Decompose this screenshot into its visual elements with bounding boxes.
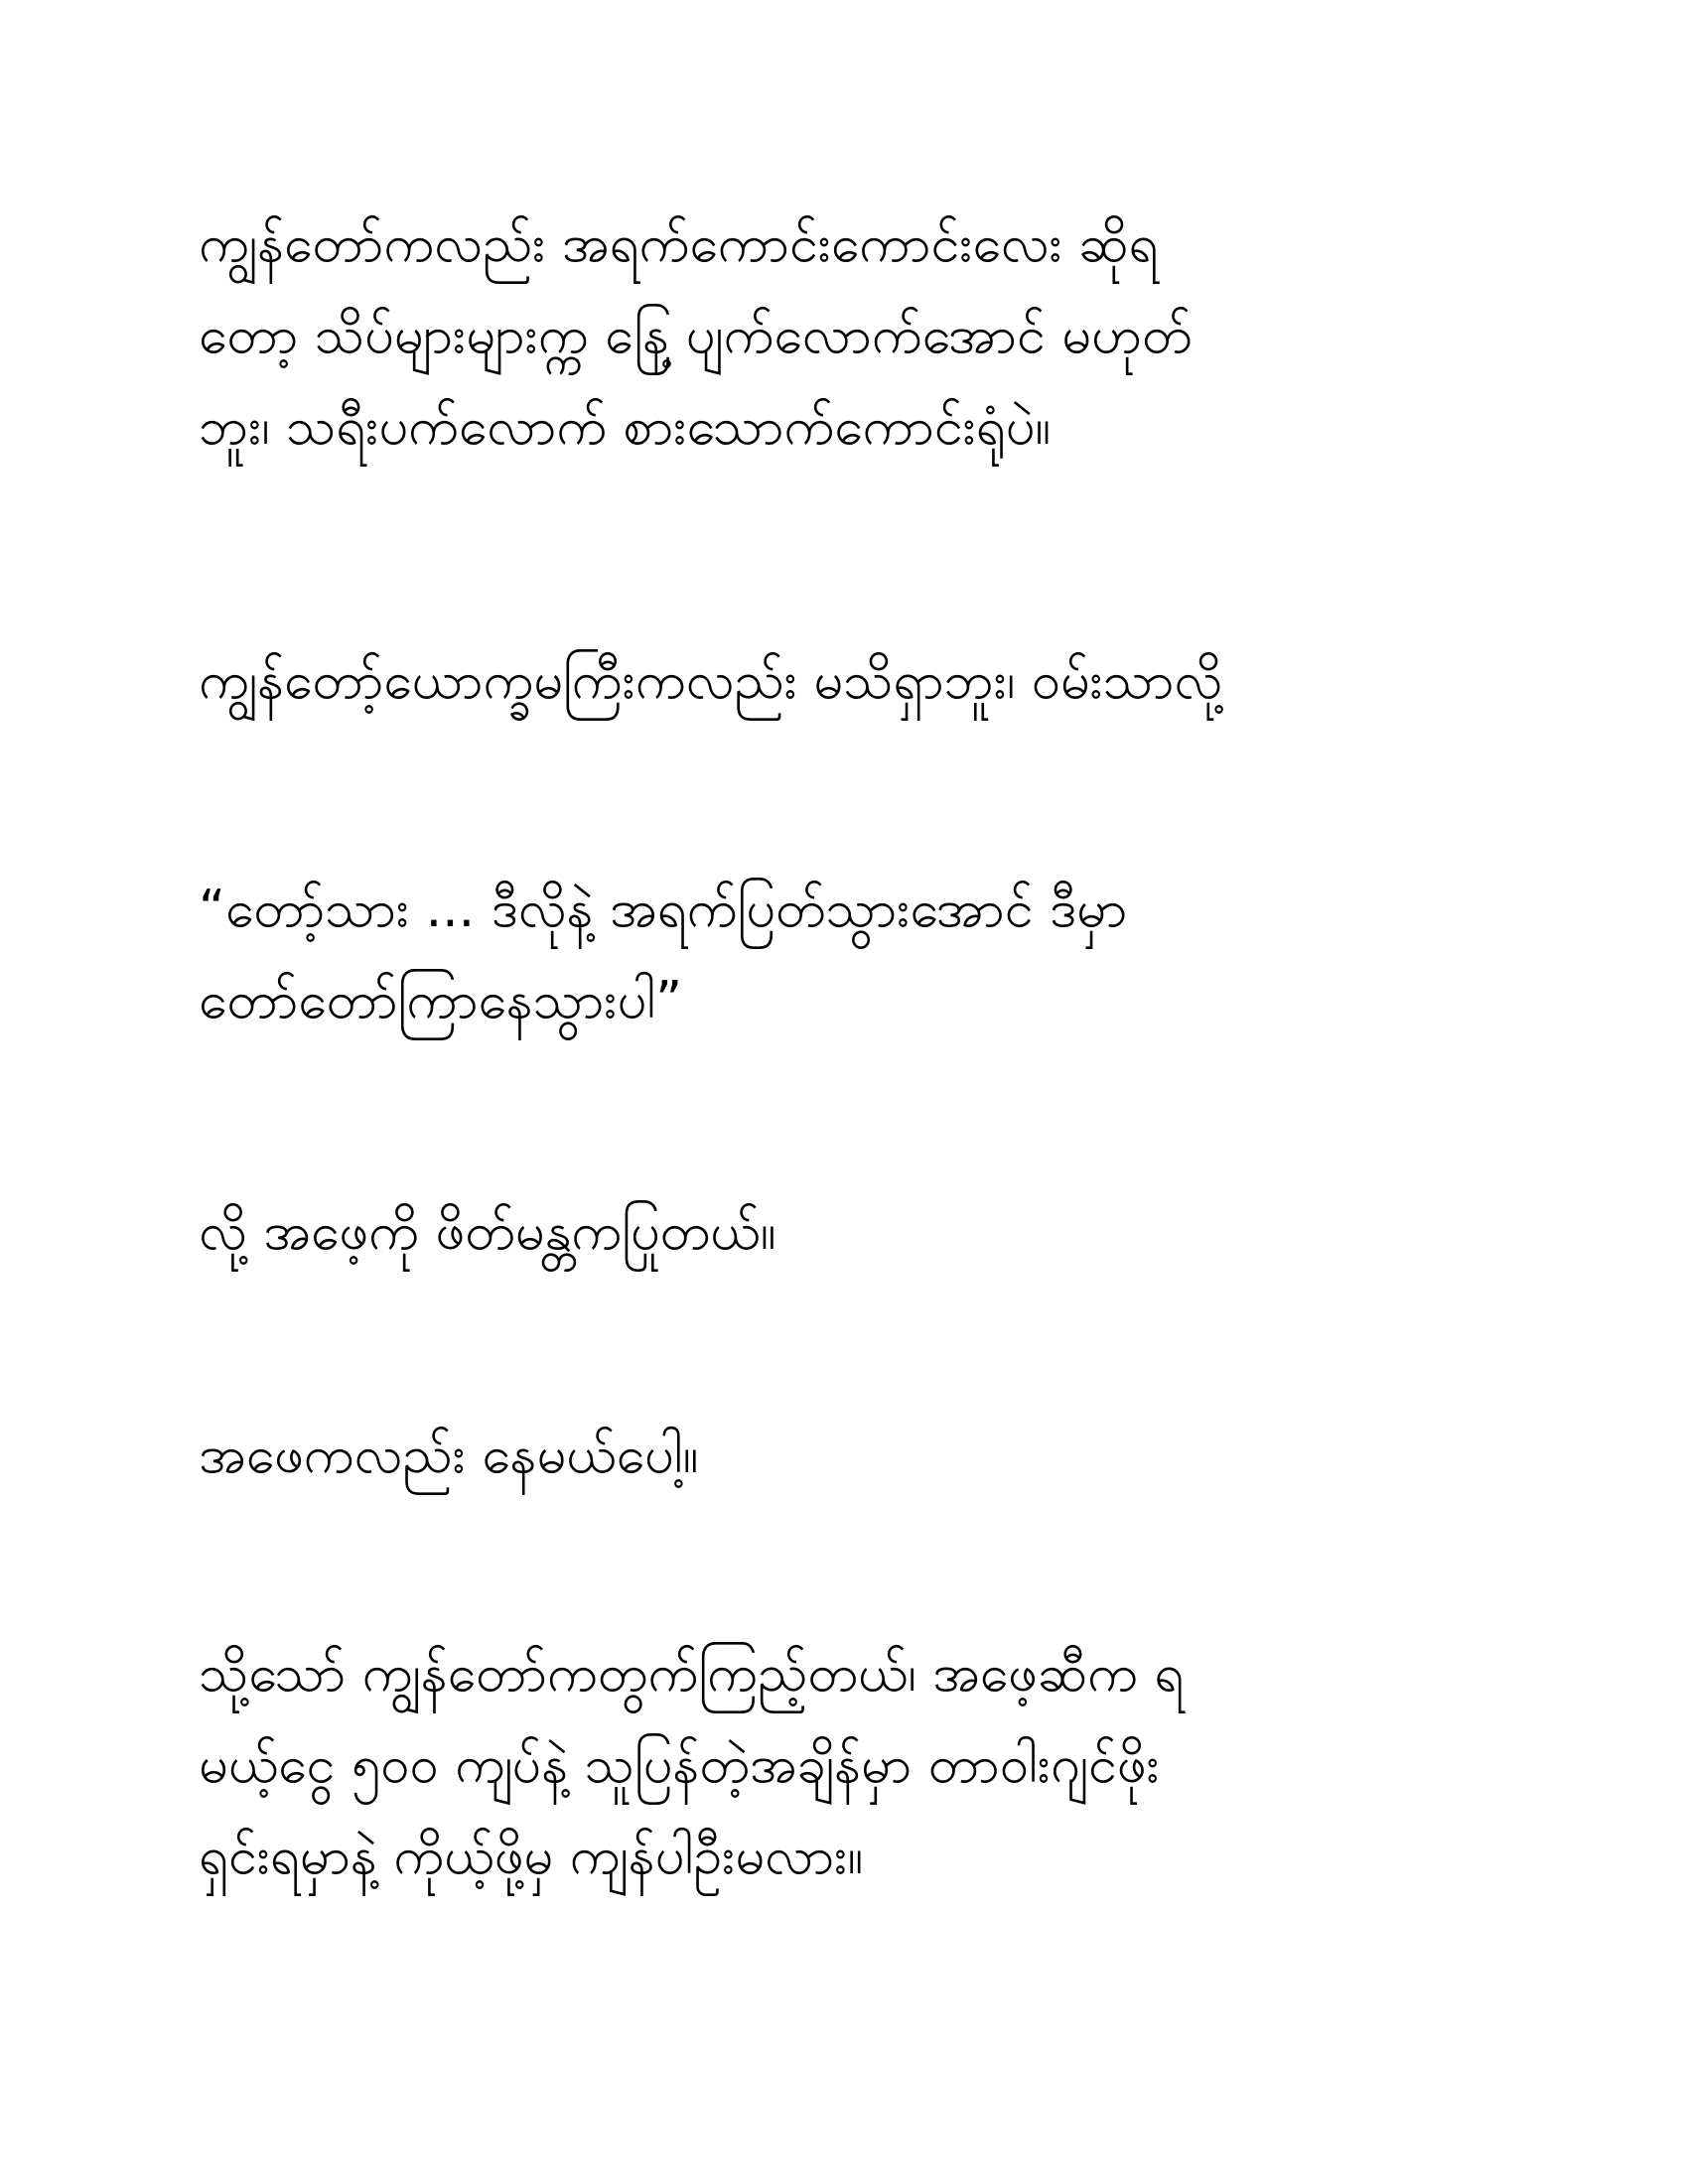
text-line: တော့ သိပ်များများက္က နြေ့ ပျက်လောက်အောင် မဟုတ် <box>199 306 1193 365</box>
text-line: အဖေကလည်း နေမယ်ပေါ့။ <box>199 1426 699 1485</box>
text-line: ကျွန်တော်ကလည်း အရက်ကောင်းကောင်းလေး ဆိုရ <box>199 214 1159 274</box>
text-line: လို့ အဖေ့ကို ဖိတ်မန္တကပြုတယ်။ <box>199 1202 776 1262</box>
paragraph-2 <box>199 635 1489 727</box>
paragraph-6 <box>199 1628 1489 1902</box>
paragraph-4 <box>199 1186 1489 1278</box>
text-line: မယ့်ငွေ ၅၀၀ ကျပ်နဲ့ သူပြန်တဲ့အချိန်မှာ တာဝါးဂျင်ဖိုး <box>199 1735 1160 1795</box>
text-line: ရှင်းရမှာနဲ့ ကိုယ့်ဖို့မှ ကျန်ပါဦးမလား။ <box>199 1827 864 1886</box>
text-line: တော်တော်ကြာနေသွားပါ” <box>199 971 683 1030</box>
text-line: ဘူး၊ သရီးပက်လောက် စားသောက်ကောင်းရုံပဲ။ <box>199 397 1052 457</box>
text-line: ကျွန်တော့်ယောက္ခမကြီးကလည်း မသိရှာဘူး၊ ဝမ်းသာလို့ <box>199 651 1223 711</box>
text-line: သို့သော် ကျွန်တော်ကတွက်ကြည့်တယ်၊ အဖေ့ဆီက ရ <box>199 1644 1185 1704</box>
paragraph-1 <box>199 199 1489 473</box>
paragraph-5 <box>199 1410 1489 1501</box>
text-line: “တော့်သား ... ဒီလိုနဲ့ အရက်ပြတ်သွားအောင် ဒီမှာ <box>199 880 1128 939</box>
paragraph-3-quote <box>199 864 1489 1046</box>
